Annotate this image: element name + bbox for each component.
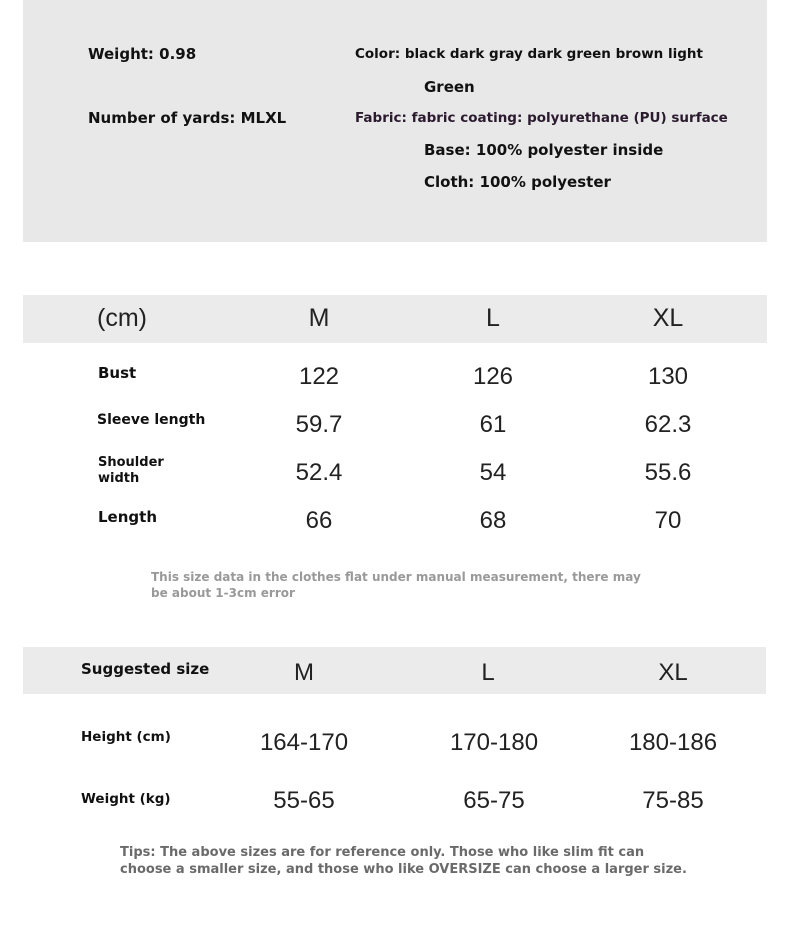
row-label-height: Height (cm) <box>81 729 171 745</box>
weight-info: Weight: 0.98 <box>88 45 197 63</box>
sleeve-m: 59.7 <box>295 411 343 438</box>
shoulder-xl: 55.6 <box>644 459 692 486</box>
bust-m: 122 <box>298 363 340 390</box>
bust-xl: 130 <box>647 363 689 390</box>
suggested-col-xl: XL <box>658 659 688 686</box>
weight-l: 65-75 <box>463 787 525 814</box>
row-label-weight: Weight (kg) <box>81 791 171 807</box>
weight-m: 55-65 <box>273 787 335 814</box>
fabric-info-line2: Base: 100% polyester inside <box>424 141 664 159</box>
row-label-sleeve-length: Sleeve length <box>97 412 206 428</box>
row-label-shoulder-width: Shoulder width <box>98 455 164 486</box>
weight-xl: 75-85 <box>642 787 704 814</box>
height-xl: 180-186 <box>628 729 718 756</box>
sleeve-l: 61 <box>479 411 507 438</box>
length-l: 68 <box>479 507 507 534</box>
shoulder-l: 54 <box>479 459 507 486</box>
suggested-size-header: Suggested size <box>81 660 210 678</box>
height-m: 164-170 <box>259 729 349 756</box>
size-table-col-xl: XL <box>652 304 684 332</box>
color-info-line2: Green <box>424 78 475 96</box>
size-table-col-m: M <box>308 304 330 332</box>
suggested-col-m: M <box>294 659 314 686</box>
height-l: 170-180 <box>449 729 539 756</box>
length-xl: 70 <box>654 507 682 534</box>
row-label-bust: Bust <box>98 364 137 382</box>
shoulder-m: 52.4 <box>295 459 343 486</box>
yards-info: Number of yards: MLXL <box>88 109 287 127</box>
size-table-col-l: L <box>486 304 500 332</box>
measurement-note: This size data in the clothes flat under manual measurement, there may be about 1-3cm error <box>151 570 641 600</box>
size-table-unit-header: (cm) <box>97 304 147 332</box>
fabric-info-line3: Cloth: 100% polyester <box>424 173 611 191</box>
row-label-length: Length <box>98 508 157 526</box>
suggested-col-l: L <box>481 659 495 686</box>
size-tips: Tips: The above sizes are for reference only. Those who like slim fit can choose a smaller size, and those who like OVERSIZE can choose a larger size. <box>120 845 687 877</box>
fabric-info-line1: Fabric: fabric coating: polyurethane (PU) surface <box>355 110 728 126</box>
sleeve-xl: 62.3 <box>644 411 692 438</box>
color-info-line1: Color: black dark gray dark green brown light <box>355 46 703 62</box>
length-m: 66 <box>305 507 333 534</box>
bust-l: 126 <box>472 363 514 390</box>
